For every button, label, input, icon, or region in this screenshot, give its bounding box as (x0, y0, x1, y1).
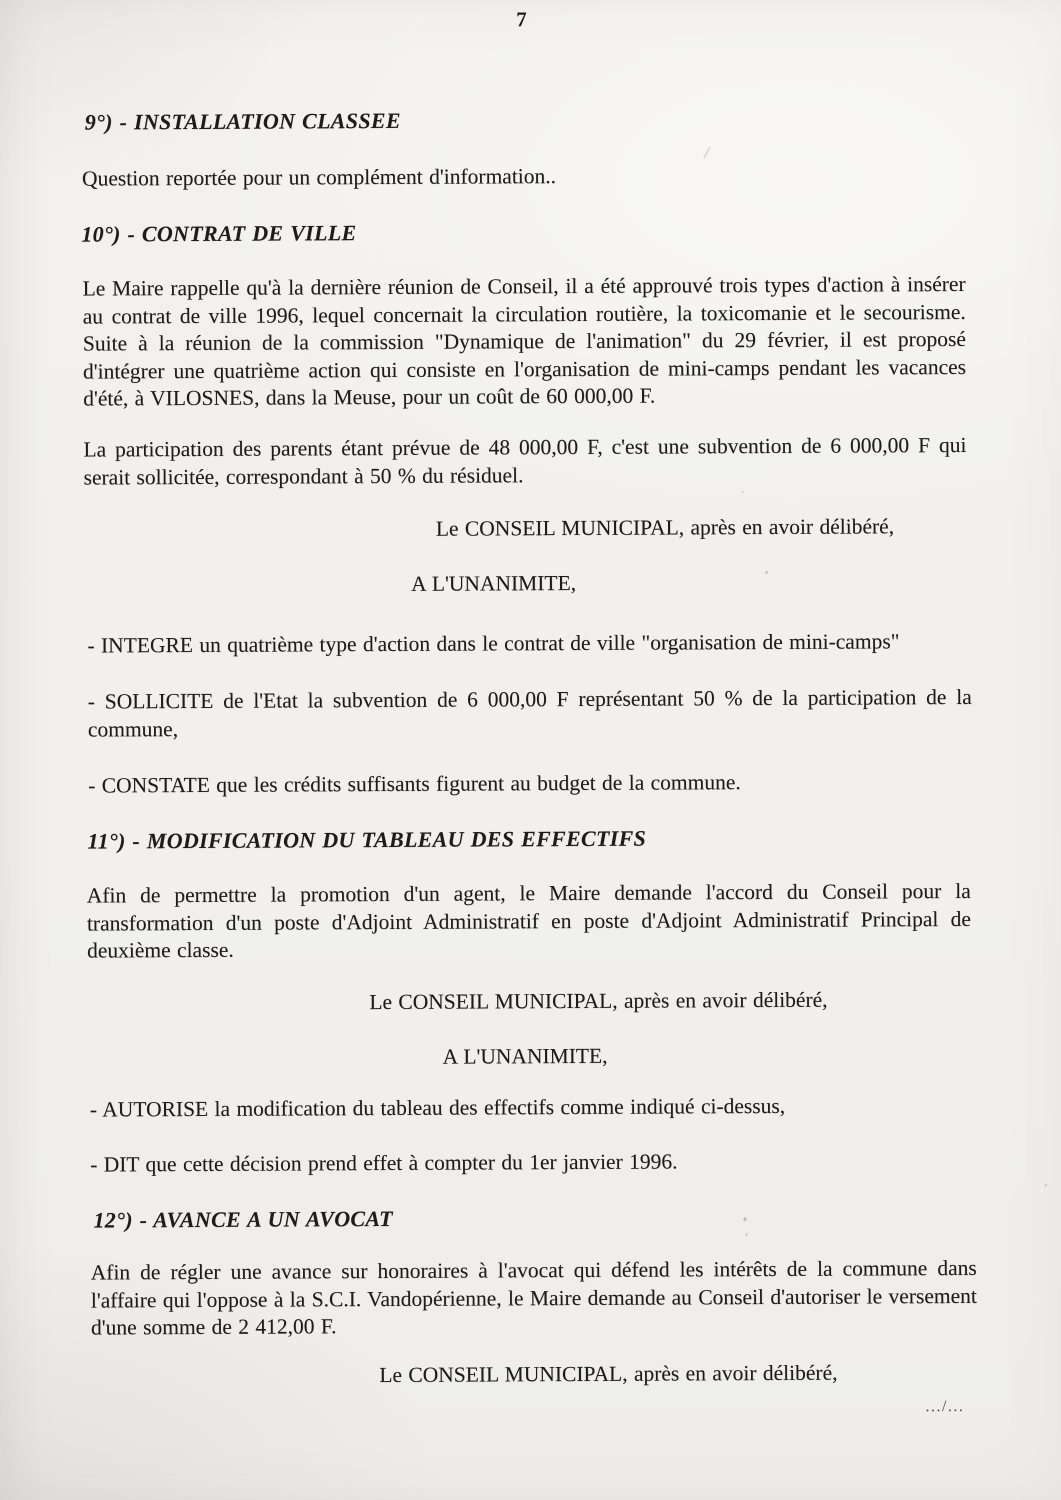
section-11-paragraph-1: Afin de permettre la promotion d'un agent, le Maire demande l'accord du Conseil pour la transformation d'un poste d'Adjoint Administratif en poste d'Adjoint Administratif Principal de deuxième classe. (86, 878, 971, 963)
decision-item: - INTEGRE un quatrième type d'action dans le contrat de ville "organisation de mini-camps" (87, 629, 900, 658)
decision-item: - AUTORISE la modification du tableau des effectifs comme indiqué ci-dessus, (89, 1093, 786, 1122)
section-9-body: Question reportée pour un complément d'information.. (81, 164, 557, 191)
section-12-paragraph-1: Afin de régler une avance sur honoraires à l'avocat qui défend les intérêts de la commune dans l'affaire qui l'oppose à la S.C.I. Vandopérienne, le Maire demande au Conseil d'autoriser le versement d'une somme de 2 412,00 F. (90, 1255, 977, 1340)
scan-speck (1044, 1184, 1047, 1187)
decision-item: - SOLLICITE de l'Etat la subvention de 6 000,00 F représentant 50 % de la participation de la commune, (87, 684, 972, 742)
deliberation-line: Le CONSEIL MUNICIPAL, après en avoir délibéré, (379, 1360, 838, 1388)
decision-item: - CONSTATE que les crédits suffisants figurent au budget de la commune. (88, 770, 741, 798)
scan-speck (746, 1233, 748, 1236)
vote-line: A L'UNANIMITE, (411, 570, 577, 596)
deliberation-line: Le CONSEIL MUNICIPAL, après en avoir délibéré, (435, 514, 895, 541)
scan-speck (703, 147, 711, 159)
scan-speck (742, 491, 744, 493)
continuation-mark: .../... (925, 1397, 965, 1416)
scan-speck (743, 1217, 746, 1221)
scan-speck (765, 571, 768, 574)
section-11-heading: 11°) - MODIFICATION DU TABLEAU DES EFFECTIFS (87, 825, 647, 854)
page-number: 7 (516, 7, 528, 32)
section-12-heading: 12°) - AVANCE A UN AVOCAT (93, 1205, 393, 1233)
deliberation-line: Le CONSEIL MUNICIPAL, après en avoir délibéré, (369, 987, 828, 1015)
decision-item: - DIT que cette décision prend effet à compter du 1er janvier 1996. (90, 1149, 678, 1177)
section-10-paragraph-2: La participation des parents étant prévue de 48 000,00 F, c'est une subvention de 6 000,00 F qui serait sollicitée, correspondant à 50 % du résiduel. (83, 432, 967, 490)
section-9-heading: 9°) - INSTALLATION CLASSEE (84, 107, 401, 135)
section-10-heading: 10°) - CONTRAT DE VILLE (81, 220, 357, 247)
vote-line: A L'UNANIMITE, (442, 1043, 608, 1069)
section-10-paragraph-1: Le Maire rappelle qu'à la dernière réunion de Conseil, il a été approuvé trois types d'action à insérer au contrat de ville 1996, lequel concernait la circulation routière, la toxicomanie et le secourisme. Suite à la réunion de la commission "Dynamique de l'animation" du 29 février, il est proposé d'intégrer une quatrième action qui consiste en l'organisation de mini-camps pendant les vacances d'été, à VILOSNES, dans la Meuse, pour un coût de 60 000,00 F. (82, 271, 967, 411)
